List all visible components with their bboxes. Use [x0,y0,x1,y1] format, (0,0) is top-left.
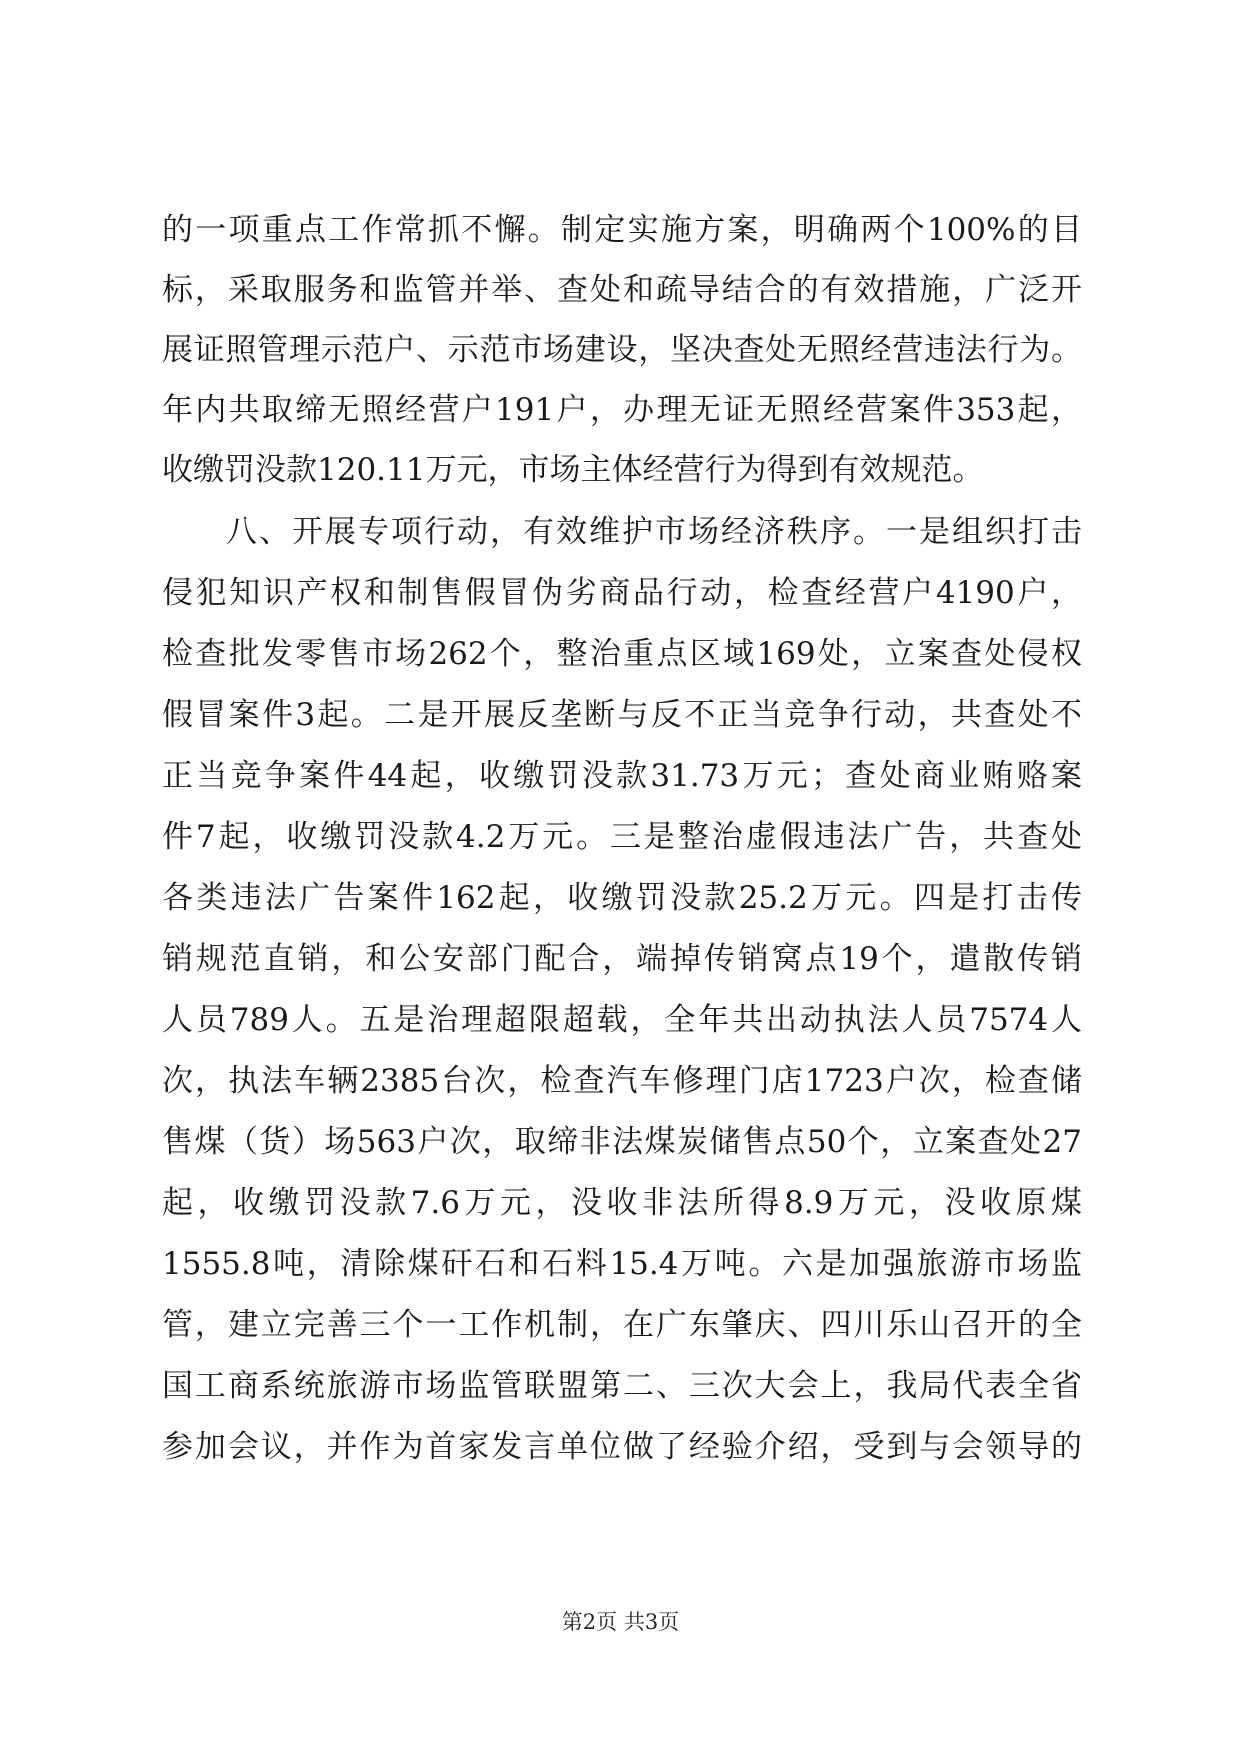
text-line: 假冒案件3起。二是开展反垄断与反不正当竞争行动，共查处不 [162,697,1082,733]
text-line: 件7起，收缴罚没款4.2万元。三是整治虚假违法广告，共查处 [162,819,1082,855]
text-line: 管，建立完善三个一工作机制，在广东肇庆、四川乐山召开的全 [162,1307,1082,1343]
text-line: 侵犯知识产权和制售假冒伪劣商品行动，检查经营户4190户， [162,575,1082,611]
text-line: 的一项重点工作常抓不懈。制定实施方案，明确两个100%的目 [162,212,1082,248]
text-line: 展证照管理示范户、示范市场建设，坚决查处无照经营违法行为。 [162,332,1082,368]
text-line: 人员789人。五是治理超限超载，全年共出动执法人员7574人 [162,1002,1082,1038]
text-line: 售煤（货）场563户次，取缔非法煤炭储售点50个，立案查处27 [162,1124,1082,1160]
text-line: 收缴罚没款120.11万元，市场主体经营行为得到有效规范。 [162,452,984,488]
text-line: 各类违法广告案件162起，收缴罚没款25.2万元。四是打击传 [162,880,1082,916]
paragraph-heading-line: 八、开展专项行动，有效维护市场经济秩序。一是组织打击 [226,514,1082,550]
text-line: 起，收缴罚没款7.6万元，没收非法所得8.9万元，没收原煤 [162,1185,1082,1221]
text-line: 1555.8吨，清除煤矸石和石料15.4万吨。六是加强旅游市场监 [162,1246,1082,1282]
text-line: 检查批发零售市场262个，整治重点区域169处，立案查处侵权 [162,636,1082,672]
text-line: 正当竞争案件44起，收缴罚没款31.73万元；查处商业贿赂案 [162,758,1082,794]
text-line: 次，执法车辆2385台次，检查汽车修理门店1723户次，检查储 [162,1063,1082,1099]
page-footer: 第2页 共3页 [561,1610,680,1634]
text-line: 国工商系统旅游市场监管联盟第二、三次大会上，我局代表全省 [162,1368,1082,1404]
text-line: 参加会议，并作为首家发言单位做了经验介绍，受到与会领导的 [162,1429,1082,1465]
text-line: 年内共取缔无照经营户191户，办理无证无照经营案件353起， [162,392,1082,428]
text-line: 销规范直销，和公安部门配合，端掉传销窝点19个，遣散传销 [162,941,1082,977]
text-line: 标，采取服务和监管并举、查处和疏导结合的有效措施，广泛开 [162,272,1082,308]
